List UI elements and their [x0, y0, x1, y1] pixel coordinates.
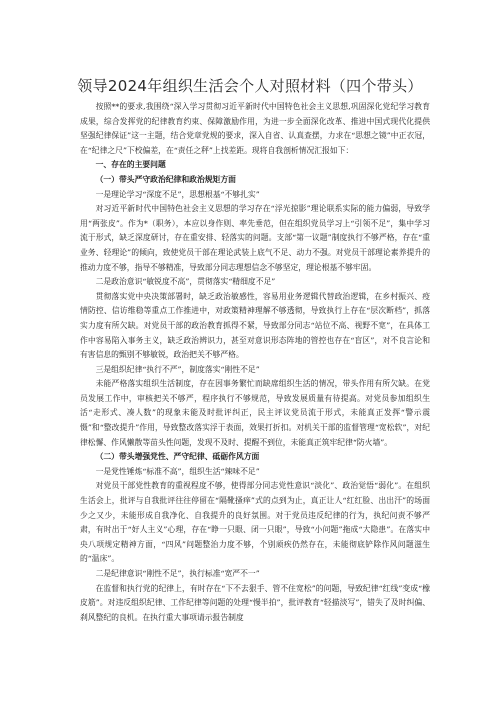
point-heading: 一是党性锤炼“标准不高”，组织生活“辣味不足”	[95, 466, 260, 476]
point-heading: 二是纪律意识“刚性不足”，执行标准“宽严不一”	[95, 569, 260, 578]
body-paragraph: 对习近平新时代中国特色社会主义思想的学习存在“浮光掠影”理论联系实际的能力偏弱，导致学用“两张皮”。作为*（职务），本应以身作则、率先垂范，但在组织党员学习上“引领不足”，集中学习流于形式，缺乏深度研讨，存在重安排、轻落实的问题。支部“第一议题”制度执行不够严格，存在“重业务、轻理论”的倾向，致使党员干部在理论武装上底气不足、动力不强。对党员干部理论素养提升的推动力度不够，指导不够精准，导致部分同志理想信念不够坚定，理论根基不够牢固。	[80, 204, 430, 272]
section-heading: 一、存在的主要问题	[95, 160, 166, 170]
body-paragraph: 未能严格落实组织生活制度，存在因事务繁忙而缺席组织生活的情况，带头作用有所欠缺。在党员发展工作中，审核把关不够严，程序执行不够规范，导致发展质量有待提高。对党员参加组织生活“走形式、凑人数”的现象未能及时批评纠正，民主评议党员流于形式，未能真正发挥“警示震慑”和“整改提升”作用，导致整改落实浮于表面，效果打折扣。对机关干部的监督管理“宽松软”，对纪律松懈、作风懒散等苗头性问题，发现不及时、提醒不到位，未能真正筑牢纪律“防火墙”。	[80, 379, 430, 447]
document-body	[80, 100, 430, 625]
body-paragraph: 对党员干部党性教育的重视程度不够，使得部分同志党性意识“淡化”、政治觉悟“弱化”。在组织生活会上，批评与自我批评往往停留在“隔靴搔痒”式的点到为止，真正让人“红红脸、出出汗”的场面少之又少，未能形成自我净化、自我提升的良好氛围。对于党员违反纪律的行为，执纪问责不够严肃，有时出于“好人主义”心理，存在“睁一只眼、闭一只眼”，导致“小问题”拖成“大隐患”。在落实中央八项规定精神方面，“四风”问题整治力度不够，个别顽疾仍然存在，未能彻底铲除作风问题滋生的“温床”。	[80, 481, 430, 564]
document-title: 领导2024年组织生活会个人对照材料（四个带头）	[77, 77, 423, 95]
body-paragraph: 贯彻落实党中央决策部署时，缺乏政治敏感性，容易用业务逻辑代替政治逻辑，在乡村振兴、疫情防控、信访维稳等重点工作推进中，对政策精神理解不够透彻，导致执行上存在“层次断档”，抓落实力度有所欠缺。对党员干部的政治教育抓得不紧，导致部分同志“站位不高、视野不宽”，在具体工作中容易陷入事务主义，缺乏政治辨识力，甚至对意识形态阵地的管控也存在“盲区”，对不良言论和有害信息的甄别不够敏锐，政治把关不够严格。	[80, 291, 430, 360]
point-heading: 一是理论学习“深度不足”，思想根基“不够扎实”	[95, 189, 260, 199]
body-paragraph: 按照**的要求,我围绕“深入学习贯彻习近平新时代中国特色社会主义思想,巩固深化党纪学习教育成果，综合发挥党的纪律教育约束、保障激励作用，为进一步全面深化改革、推进中国式现代化提供坚强纪律保证”这一主题，结合党章党规的要求，深入自省、认真查摆，力求在“思想之镜”中正衣冠，在“纪律之尺”下校偏差，在“责任之秤”上找差距。现将自我剖析情况汇报如下：	[80, 102, 430, 155]
subsection-heading: （一）带头严守政治纪律和政治规矩方面	[95, 174, 236, 184]
point-heading: 三是组织纪律“执行不严”，制度落实“刚性不足”	[95, 364, 260, 374]
point-heading: 二是政治意识“敏锐度不高”，贯彻落实“精细度不足”	[95, 277, 276, 287]
subsection-heading: （二）带头增强党性、严守纪律、砥砺作风方面	[95, 452, 260, 462]
body-paragraph: 在监督和执行党的纪律上，有时存在“下不去狠手、管不住宽松”的问题，导致纪律“红线”变成“橡皮筋”。对违反组织纪律、工作纪律等问题的处理“慢半拍”，批评教育“轻描淡写”，错失了及时纠偏、刹风整纪的良机。在执行重大事项请示报告制度	[80, 583, 430, 622]
